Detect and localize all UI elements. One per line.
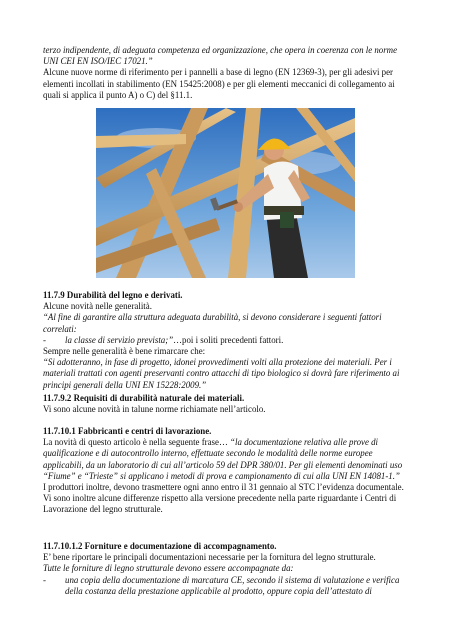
section-body: Vi sono alcune novità in talune norme richiamate nell’articolo. [43,404,266,415]
list-item-rest: …poi i soliti precedenti fattori. [173,334,284,345]
list-item [43,335,412,346]
list-item-italic: la classe di servizio prevista;” [65,334,174,345]
top-paragraph: Alcune nuove norme di riferimento per i pannelli a base di legno (EN 12369-3), per gli adesivi per elementi incollati in stabilimento (EN 15425:2008) e per gli elementi meccanici di collegamento ai quali si applica il punto A) o C) del §11.1. [43,67,395,100]
section-body-quote: “la documentazione relativa alle prove di qualificazione e di autocontrollo interno, effettuate secondo le modalità delle norme europee applicabili, da un laboratorio di cui all’articolo 59 del DPR 380/01. Per gli elementi denominati uso “Fiume” e “Trieste” si applicano i metodi di prova e campionamento di cui alla UNI EN 14081-1.” [43,437,403,481]
list-dash: - [43,574,46,585]
list-item-text: una copia della documentazione di marcatura CE, secondo il sistema di valutazione e verifica della costanza della prestazione applicabile al prodotto, oppure copia dell’attestato di [65,574,400,596]
section-11-7-10-1 [43,426,412,516]
list-item [43,575,412,597]
section-quote: “Al fine di garantire alla struttura adeguata durabilità, si devono considerare i seguenti fattori correlati: [43,312,382,334]
section-heading: 11.7.9.2 Requisiti di durabilità naturale dei materiali. [43,393,245,403]
section-paragraph-3: Vi sono inoltre alcune differenze rispetto alla versione precedente nella parte riguardante i Centri di Lavorazione del legno strutturale. [43,493,397,515]
carpenter-roof-photo [96,108,355,278]
top-quote-line-2: UNI CEI EN ISO/IEC 17021.” [43,56,153,67]
section-body-start: La novità di questo articolo è nella seguente frase… [43,437,231,448]
section-heading: 11.7.10.1 Fabbricanti e centri di lavorazione. [43,426,212,436]
section-11-7-9 [43,290,412,391]
section-intro: Alcune novità nelle generalità. [43,301,152,312]
section-body: E’ bene riportare le principali documentazioni necessarie per la fornitura del legno strutturale. [43,552,376,563]
section-heading: 11.7.10.1.2 Forniture e documentazione di accompagnamento. [43,541,277,551]
top-quote-line-1: terzo indipendente, di adeguata competenza ed organizzazione, che opera in coerenza con le norme [43,45,398,55]
top-text-block [43,45,412,101]
section-heading: 11.7.9 Durabilità del legno e derivati. [43,290,183,300]
list-dash: - [43,334,46,345]
section-11-7-10-1-2 [43,541,412,597]
section-remark: Sempre nelle generalità è bene rimarcare che: [43,346,206,357]
section-italic-intro: Tutte le forniture di legno strutturale devono essere accompagnate da: [43,563,294,574]
section-body [43,437,412,482]
section-quote-2: “Si adotteranno, in fase di progetto, idonei provvedimenti volti alla protezione dei materiali. Per i materiali trattati con agenti preservanti contro attacchi di tipo biologico si dovrà fare riferimento ai principi generali della UNI EN 15228:2009.” [43,357,400,390]
section-11-7-9-2 [43,393,412,415]
section-paragraph-2: I produttori inoltre, devono trasmettere ogni anno entro il 31 gennaio al STC l’evidenza documentale. [43,482,404,493]
